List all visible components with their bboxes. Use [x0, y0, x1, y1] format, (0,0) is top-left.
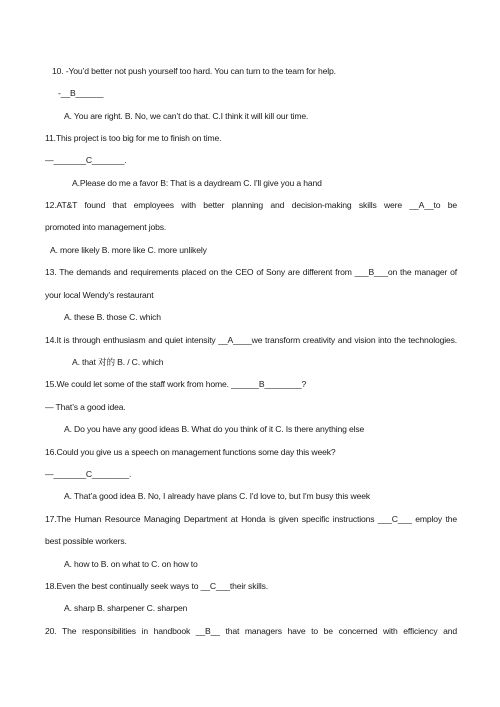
q16-answer: —_______C________.	[45, 469, 132, 479]
q12-options: A. more likely B. more like C. more unlikely	[50, 245, 207, 255]
q17-options: A. how to B. on what to C. on how to	[64, 559, 198, 569]
q10-stem: 10. -You’d better not push yourself too hard. You can turn to the team for help.	[52, 66, 336, 76]
q11-stem: 11.This project is too big for me to finish on time.	[45, 133, 222, 143]
q12-stem: 12.AT&T found that employees with better planning and decision-making skills were __A__to be	[45, 200, 457, 210]
q14-stem: 14.It is through enthusiasm and quiet intensity __A____we transform creativity and vision into the technologies.	[45, 335, 457, 345]
q15-options: A. Do you have any good ideas B. What do you think of it C. Is there anything else	[64, 424, 365, 434]
q17-stem: 17.The Human Resource Managing Department at Honda is given specific instructions ___C___ employ the	[45, 514, 457, 524]
q20-stem: 20. The responsibilities in handbook __B__ that managers have to be concerned with efficiency and	[45, 626, 457, 636]
q16-options: A. That’a good idea B. No, I already have plans C. I'd love to, but I'm busy this week	[64, 491, 370, 501]
q13-stem: 13. The demands and requirements placed on the CEO of Sony are different from ___B___on the manager of	[45, 267, 457, 277]
q15-stem: 15.We could let some of the staff work from home. ______B________?	[45, 379, 307, 389]
q18-stem: 18.Even the best continually seek ways to __C___their skills.	[45, 581, 269, 591]
q15-response: — That’s a good idea.	[45, 402, 126, 412]
q17-stem-continued: best possible workers.	[45, 536, 127, 546]
q11-answer: —_______C_______.	[45, 155, 127, 165]
q18-options: A. sharp B. sharpener C. sharpen	[64, 603, 188, 613]
q11-options: A.Please do me a favor B: That is a daydream C. I'll give you a hand	[72, 178, 322, 188]
q10-answer: -__B______	[58, 88, 104, 98]
q12-stem-continued: promoted into management jobs.	[45, 222, 167, 232]
q13-stem-continued: your local Wendy’s restaurant	[45, 290, 154, 300]
q16-stem: 16.Could you give us a speech on management functions some day this week?	[45, 447, 336, 457]
q14-options: A. that 对的 B. / C. which	[72, 357, 164, 367]
q13-options: A. these B. those C. which	[64, 312, 161, 322]
q10-options: A. You are right. B. No, we can’t do that. C.I think it will kill our time.	[64, 111, 309, 121]
